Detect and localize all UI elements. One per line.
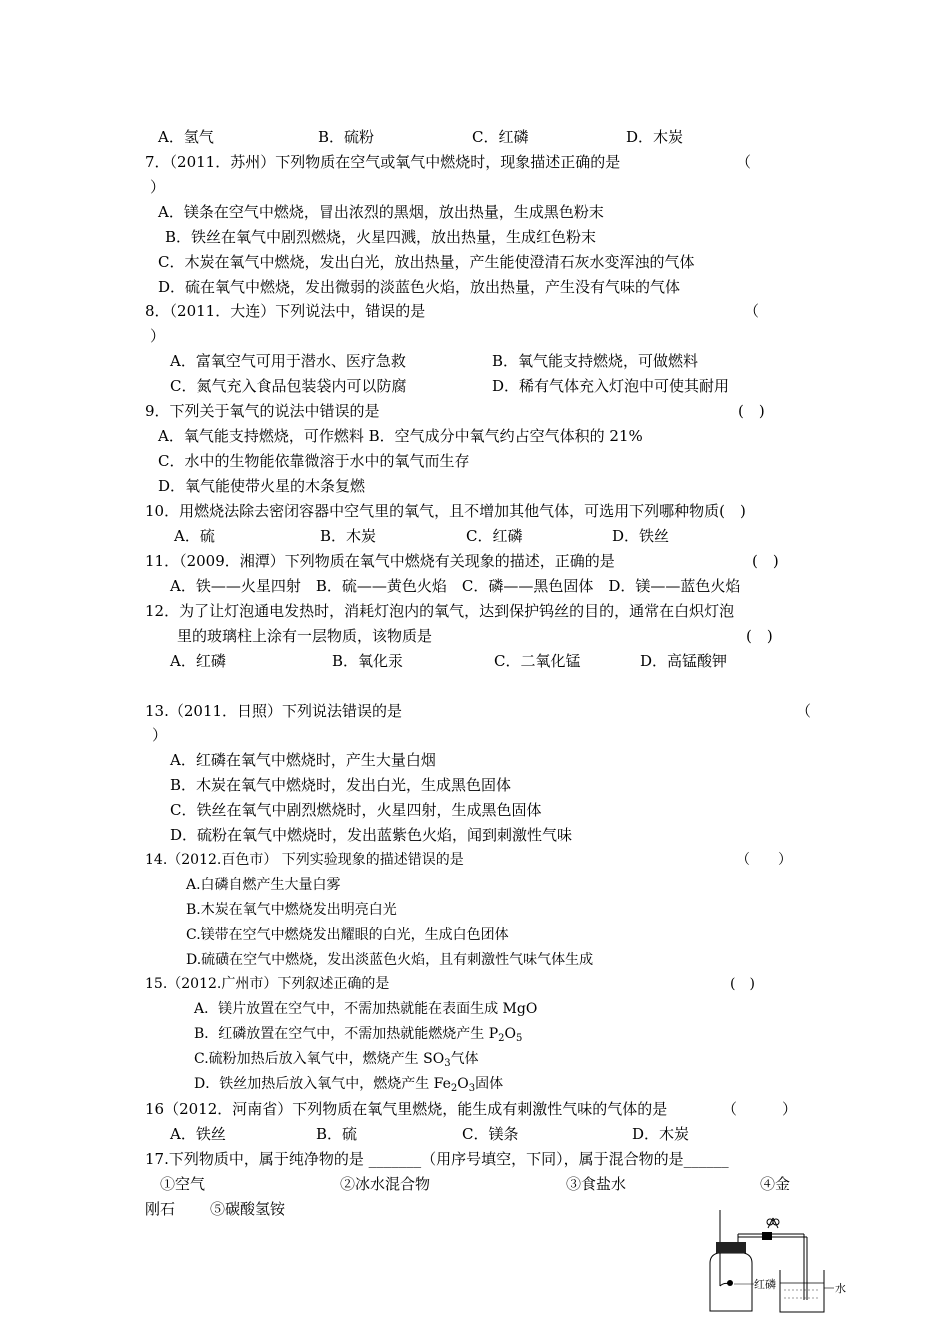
q13-stem: 13.（2011．日照）下列说法错误的是 [145,702,403,720]
label-water: 水 [835,1282,846,1295]
tube-clamp [762,1232,772,1240]
q12-option-a: A．红磷 [170,652,226,670]
q15-option-d-text: D．铁丝加热后放入氧气中，燃烧产生 Fe [194,1076,451,1092]
q7-option-c: C．木炭在氧气中燃烧，发出白光，放出热量，产生能使澄清石灰水变浑浊的气体 [158,253,695,271]
q16-option-a: A．铁丝 [170,1125,226,1143]
q14-option-b: B.木炭在氧气中燃烧发出明亮白光 [186,902,397,918]
q15-option-b-sub2: 5 [516,1033,523,1044]
stopper [716,1242,746,1253]
q6-option-d: D．木炭 [626,128,684,146]
apparatus-svg [700,1208,860,1318]
q8-option-a: A．富氧空气可用于潜水、医疗急救 [170,352,406,370]
q12-stem-1: 12．为了让灯泡通电发热时，消耗灯泡内的氧气，达到保护钨丝的目的，通常在白炽灯泡 [145,602,735,620]
q15-option-c-text: C.硫粉加热后放入氧气中，燃烧产生 SO [194,1051,445,1067]
q16-option-c: C．镁条 [462,1125,519,1143]
q17-item-2: ②冰水混合物 [340,1175,431,1193]
q17-stem: 17.下列物质中，属于纯净物的是 _______（用序号填空，下同），属于混合物的是______ [145,1150,729,1168]
q15-option-d-sub1: 2 [450,1083,458,1094]
label-phosphorus: 红磷 [754,1278,776,1291]
q15-option-b [194,1024,522,1044]
q17-item-1: ①空气 [160,1175,206,1193]
q15-option-d [194,1074,503,1094]
q11-options: A．铁——火星四射 B．硫——黄色火焰 C．磷——黑色固体 D．镁——蓝色火焰 [170,577,741,595]
q14-option-c: C.镁带在空气中燃烧发出耀眼的白光，生成白色团体 [186,927,509,943]
q13-answer-paren-open: （ [796,702,812,720]
q15-option-c-post: 气体 [450,1051,479,1067]
q16-answer-paren: （ ） [722,1100,798,1118]
q13-answer-paren-close: ） [152,726,168,744]
q13-option-d: D．硫粉在氧气中燃烧时，发出蓝紫色火焰，闻到刺激性气味 [170,826,573,844]
q17-item-4b: 刚石 [145,1200,176,1218]
q15-stem: 15.（2012.广州市）下列叙述正确的是 [145,976,390,992]
q17-item-4a: ④金 [760,1175,791,1193]
q8-option-d: D．稀有气体充入灯泡中可使其耐用 [492,377,730,395]
q15-option-b-text: B．红磷放置在空气中，不需加热就能燃烧产生 P [194,1026,499,1042]
q9-stem: 9．下列关于氧气的说法中错误的是 [145,402,380,420]
q14-option-d: D.硫磺在空气中燃烧，发出淡蓝色火焰，且有刺激性气味气体生成 [186,952,594,968]
beaker [780,1270,824,1312]
q15-option-d-mid: O [457,1076,469,1092]
q9-answer-paren: ( ) [738,402,765,420]
q17-item-5: ⑤碳酸氢铵 [210,1200,286,1218]
phosphorus-blob [727,1280,733,1286]
q12-option-b: B．氧化汞 [332,652,404,670]
q12-option-d: D．高锰酸钾 [640,652,728,670]
q7-answer-paren-close: ） [150,178,166,196]
q9-option-c: C．水中的生物能依靠微溶于水中的氧气而生存 [158,452,470,470]
q16-option-b: B．硫 [316,1125,358,1143]
q7-option-b: B．铁丝在氧气中剧烈燃烧，火星四溅，放出热量，生成红色粉末 [165,228,597,246]
q8-option-b: B．氧气能支持燃烧，可做燃料 [492,352,699,370]
q12-stem-2: 里的玻璃柱上涂有一层物质，该物质是 [177,627,433,645]
q15-option-c-sub: 3 [444,1058,451,1069]
q7-stem: 7．（2011．苏州）下列物质在空气或氧气中燃烧时，现象描述正确的是 [145,153,621,171]
q15-option-b-mid: O [504,1026,517,1042]
q14-stem: 14.（2012.百色市） 下列实验现象的描述错误的是 [145,852,464,868]
q17-item-3: ③食盐水 [566,1175,627,1193]
q15-option-d-sub2: 3 [468,1083,476,1094]
q13-option-c: C．铁丝在氧气中剧烈燃烧时，火星四射，生成黑色固体 [170,801,542,819]
q13-option-a: A．红磷在氧气中燃烧时，产生大量白烟 [170,751,436,769]
q8-option-c: C．氮气充入食品包装袋内可以防腐 [170,377,407,395]
q7-option-d: D．硫在氧气中燃烧，发出微弱的淡蓝色火焰，放出热量，产生没有气味的气体 [158,278,681,296]
q8-answer-paren-open: （ [744,302,760,320]
q11-answer-paren: ( ) [752,552,779,570]
q14-option-a: A.白磷自燃产生大量白雾 [186,877,341,893]
q12-option-c: C．二氧化锰 [494,652,581,670]
q6-option-b: B．硫粉 [318,128,375,146]
q15-answer-paren: ( ) [730,976,755,992]
q15-option-a: A．镁片放置在空气中，不需加热就能在表面生成 MgO [194,1001,538,1017]
q8-stem: 8．（2011．大连）下列说法中，错误的是 [145,302,426,320]
q11-stem: 11．（2009．湘潭）下列物质在氧气中燃烧有关现象的描述，正确的是 [145,552,615,570]
q10-option-d: D．铁丝 [612,527,670,545]
apparatus-diagram [700,1208,860,1318]
q15-option-d-post: 固体 [475,1076,504,1092]
q16-option-d: D．木炭 [632,1125,690,1143]
q7-answer-paren-open: （ [736,153,752,171]
q7-option-a: A．镁条在空气中燃烧，冒出浓烈的黑烟，放出热量，生成黑色粉末 [158,203,604,221]
q6-option-a: A．氢气 [158,128,214,146]
q10-option-b: B．木炭 [320,527,377,545]
q6-option-c: C．红磷 [472,128,529,146]
q9-option-ab: A．氧气能支持燃烧，可作燃料 B．空气成分中氧气约占空气体积的 21% [158,427,643,445]
q13-option-b: B．木炭在氧气中燃烧时，发出白光，生成黑色固体 [170,776,512,794]
q14-answer-paren: （ ） [736,852,792,868]
q8-answer-paren-close: ） [150,327,166,345]
q16-stem: 16（2012．河南省）下列物质在氧气里燃烧，能生成有刺激性气味的气体的是 [145,1100,668,1118]
q9-option-d: D．氧气能使带火星的木条复燃 [158,477,366,495]
q15-option-b-sub1: 2 [498,1033,505,1044]
q10-option-a: A．硫 [174,527,215,545]
q15-option-c [194,1049,479,1069]
q12-answer-paren: ( ) [746,627,773,645]
q10-option-c: C．红磷 [466,527,523,545]
q10-stem: 10．用燃烧法除去密闭容器中空气里的氧气，且不增加其他气体，可选用下列哪种物质( ) [145,502,746,520]
